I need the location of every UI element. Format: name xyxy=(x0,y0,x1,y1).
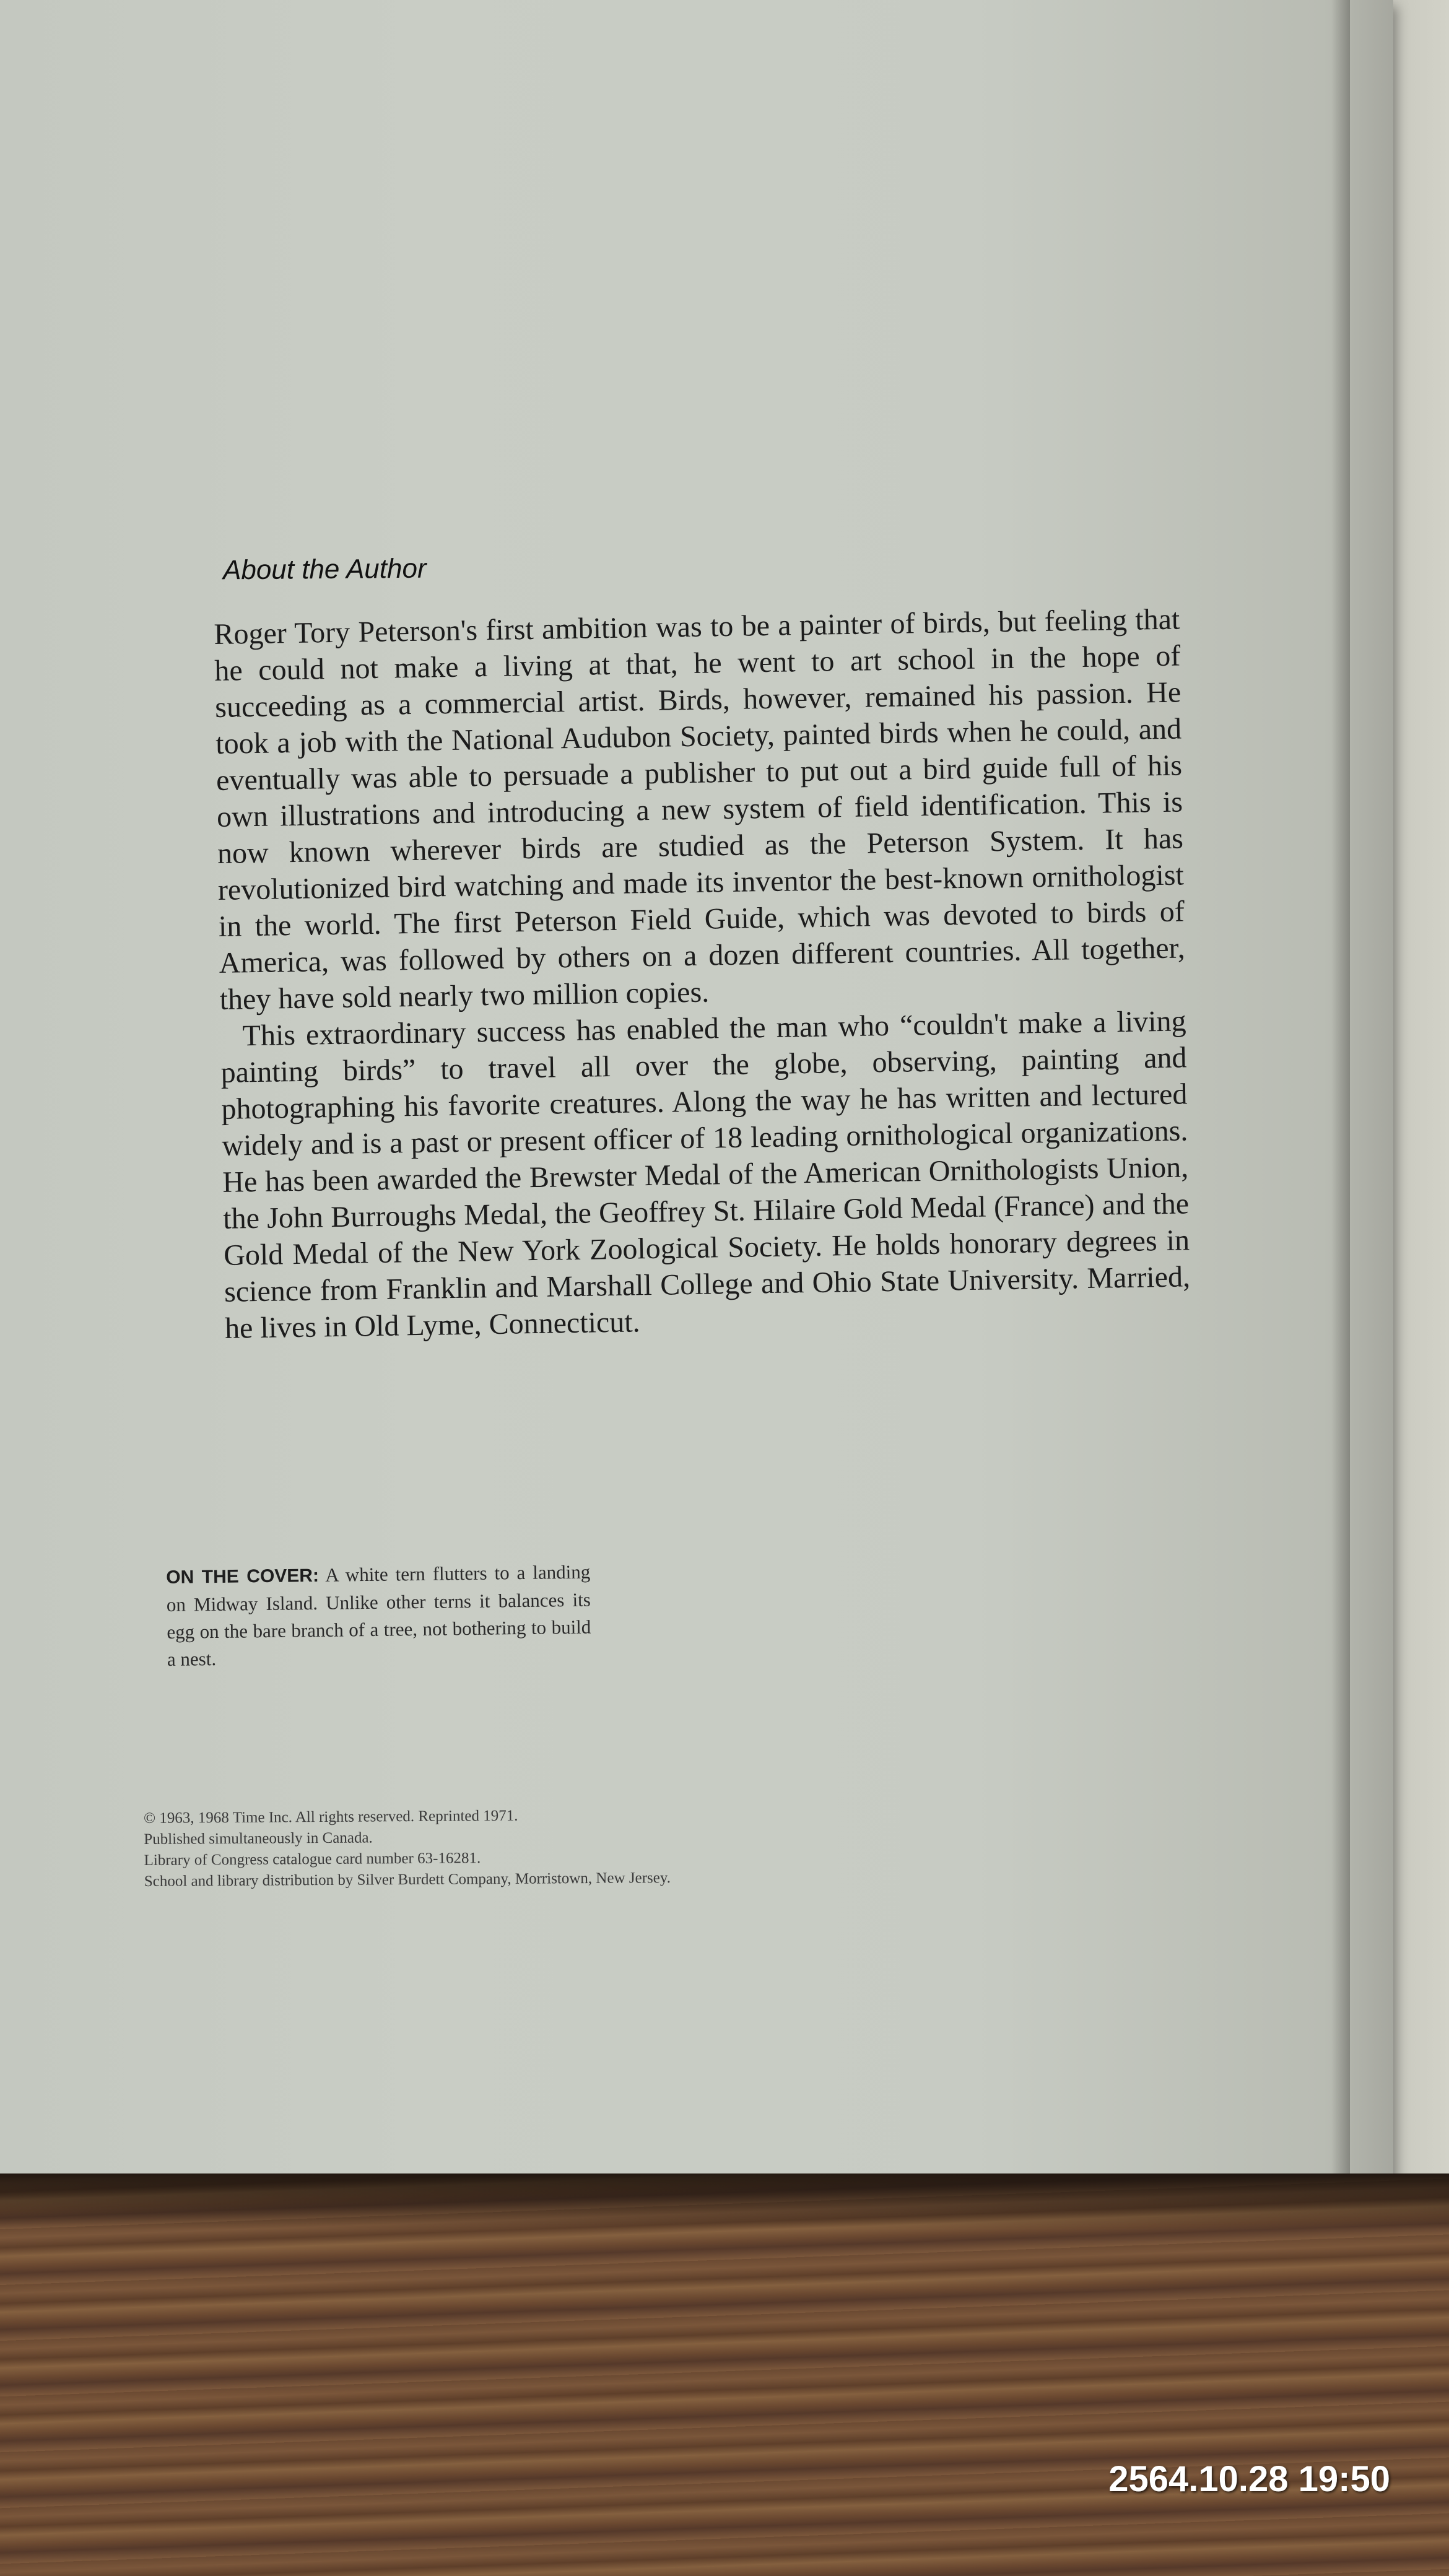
copyright-block xyxy=(144,1800,1321,1892)
section-heading: About the Author xyxy=(222,553,427,586)
copyright-line: Library of Congress catalogue card number 63-16281. xyxy=(144,1850,481,1869)
copyright-line: © 1963, 1968 Time Inc. All rights reserved. Reprinted 1971. xyxy=(144,1807,518,1827)
copyright-line: School and library distribution by Silver Burdett Company, Morristown, New Jersey. xyxy=(144,1869,671,1890)
page-gutter-shadow xyxy=(1331,0,1350,2198)
cover-caption xyxy=(166,1559,591,1673)
cover-caption-label: ON THE COVER: xyxy=(166,1565,320,1588)
cover-caption-text: A white tern flutters to a landing on Midway Island. Unlike other terns it balances its egg on the bare branch of a tree, not bothering to build a nest. xyxy=(166,1560,591,1670)
photo-timestamp: 2564.10.28 19:50 xyxy=(1108,2459,1390,2499)
biography-paragraph-2: This extraordinary success has enabled the man who “couldn't make a living painting birds” to travel all over the globe, observing, painting and photographing his favorite creatures. Along the way he has written and lectured widely and is a past or present officer of 18 leading ornithological organizations. He has been awarded the Brewster Medal of the American Ornithologists Union, the John Burroughs Medal, the Geoffrey St. Hilaire Gold Medal (France) and the Gold Medal of the New York Zoological Society. He holds honorary degrees in science from Franklin and Marshall College and Ohio State University. Married, he lives in Old Lyme, Connecticut. xyxy=(220,1004,1191,1345)
book-shadow xyxy=(0,2174,1449,2229)
author-biography xyxy=(214,601,1191,1346)
copyright-line: Published simultaneously in Canada. xyxy=(144,1829,373,1848)
wooden-table xyxy=(0,2174,1449,2576)
biography-paragraph-1: Roger Tory Peterson's first ambition was to be a painter of birds, but feeling that he could not make a living at that, he went to art school in the hope of succeeding as a commercial artist. Birds, however, remained his passion. He took a job with the National Audubon Society, painted birds when he could, and eventually was able to persuade a publisher to put out a bird guide full of his own illustrations and introducing a new system of field identification. This is now known wherever birds are studied as the Peterson System. It has revolutionized bird watching and made its inventor the best-known ornithologist in the world. The first Peterson Field Guide, which was devoted to birds of America, was followed by others on a dozen different countries. All together, they have sold nearly two million copies. xyxy=(214,603,1186,1016)
